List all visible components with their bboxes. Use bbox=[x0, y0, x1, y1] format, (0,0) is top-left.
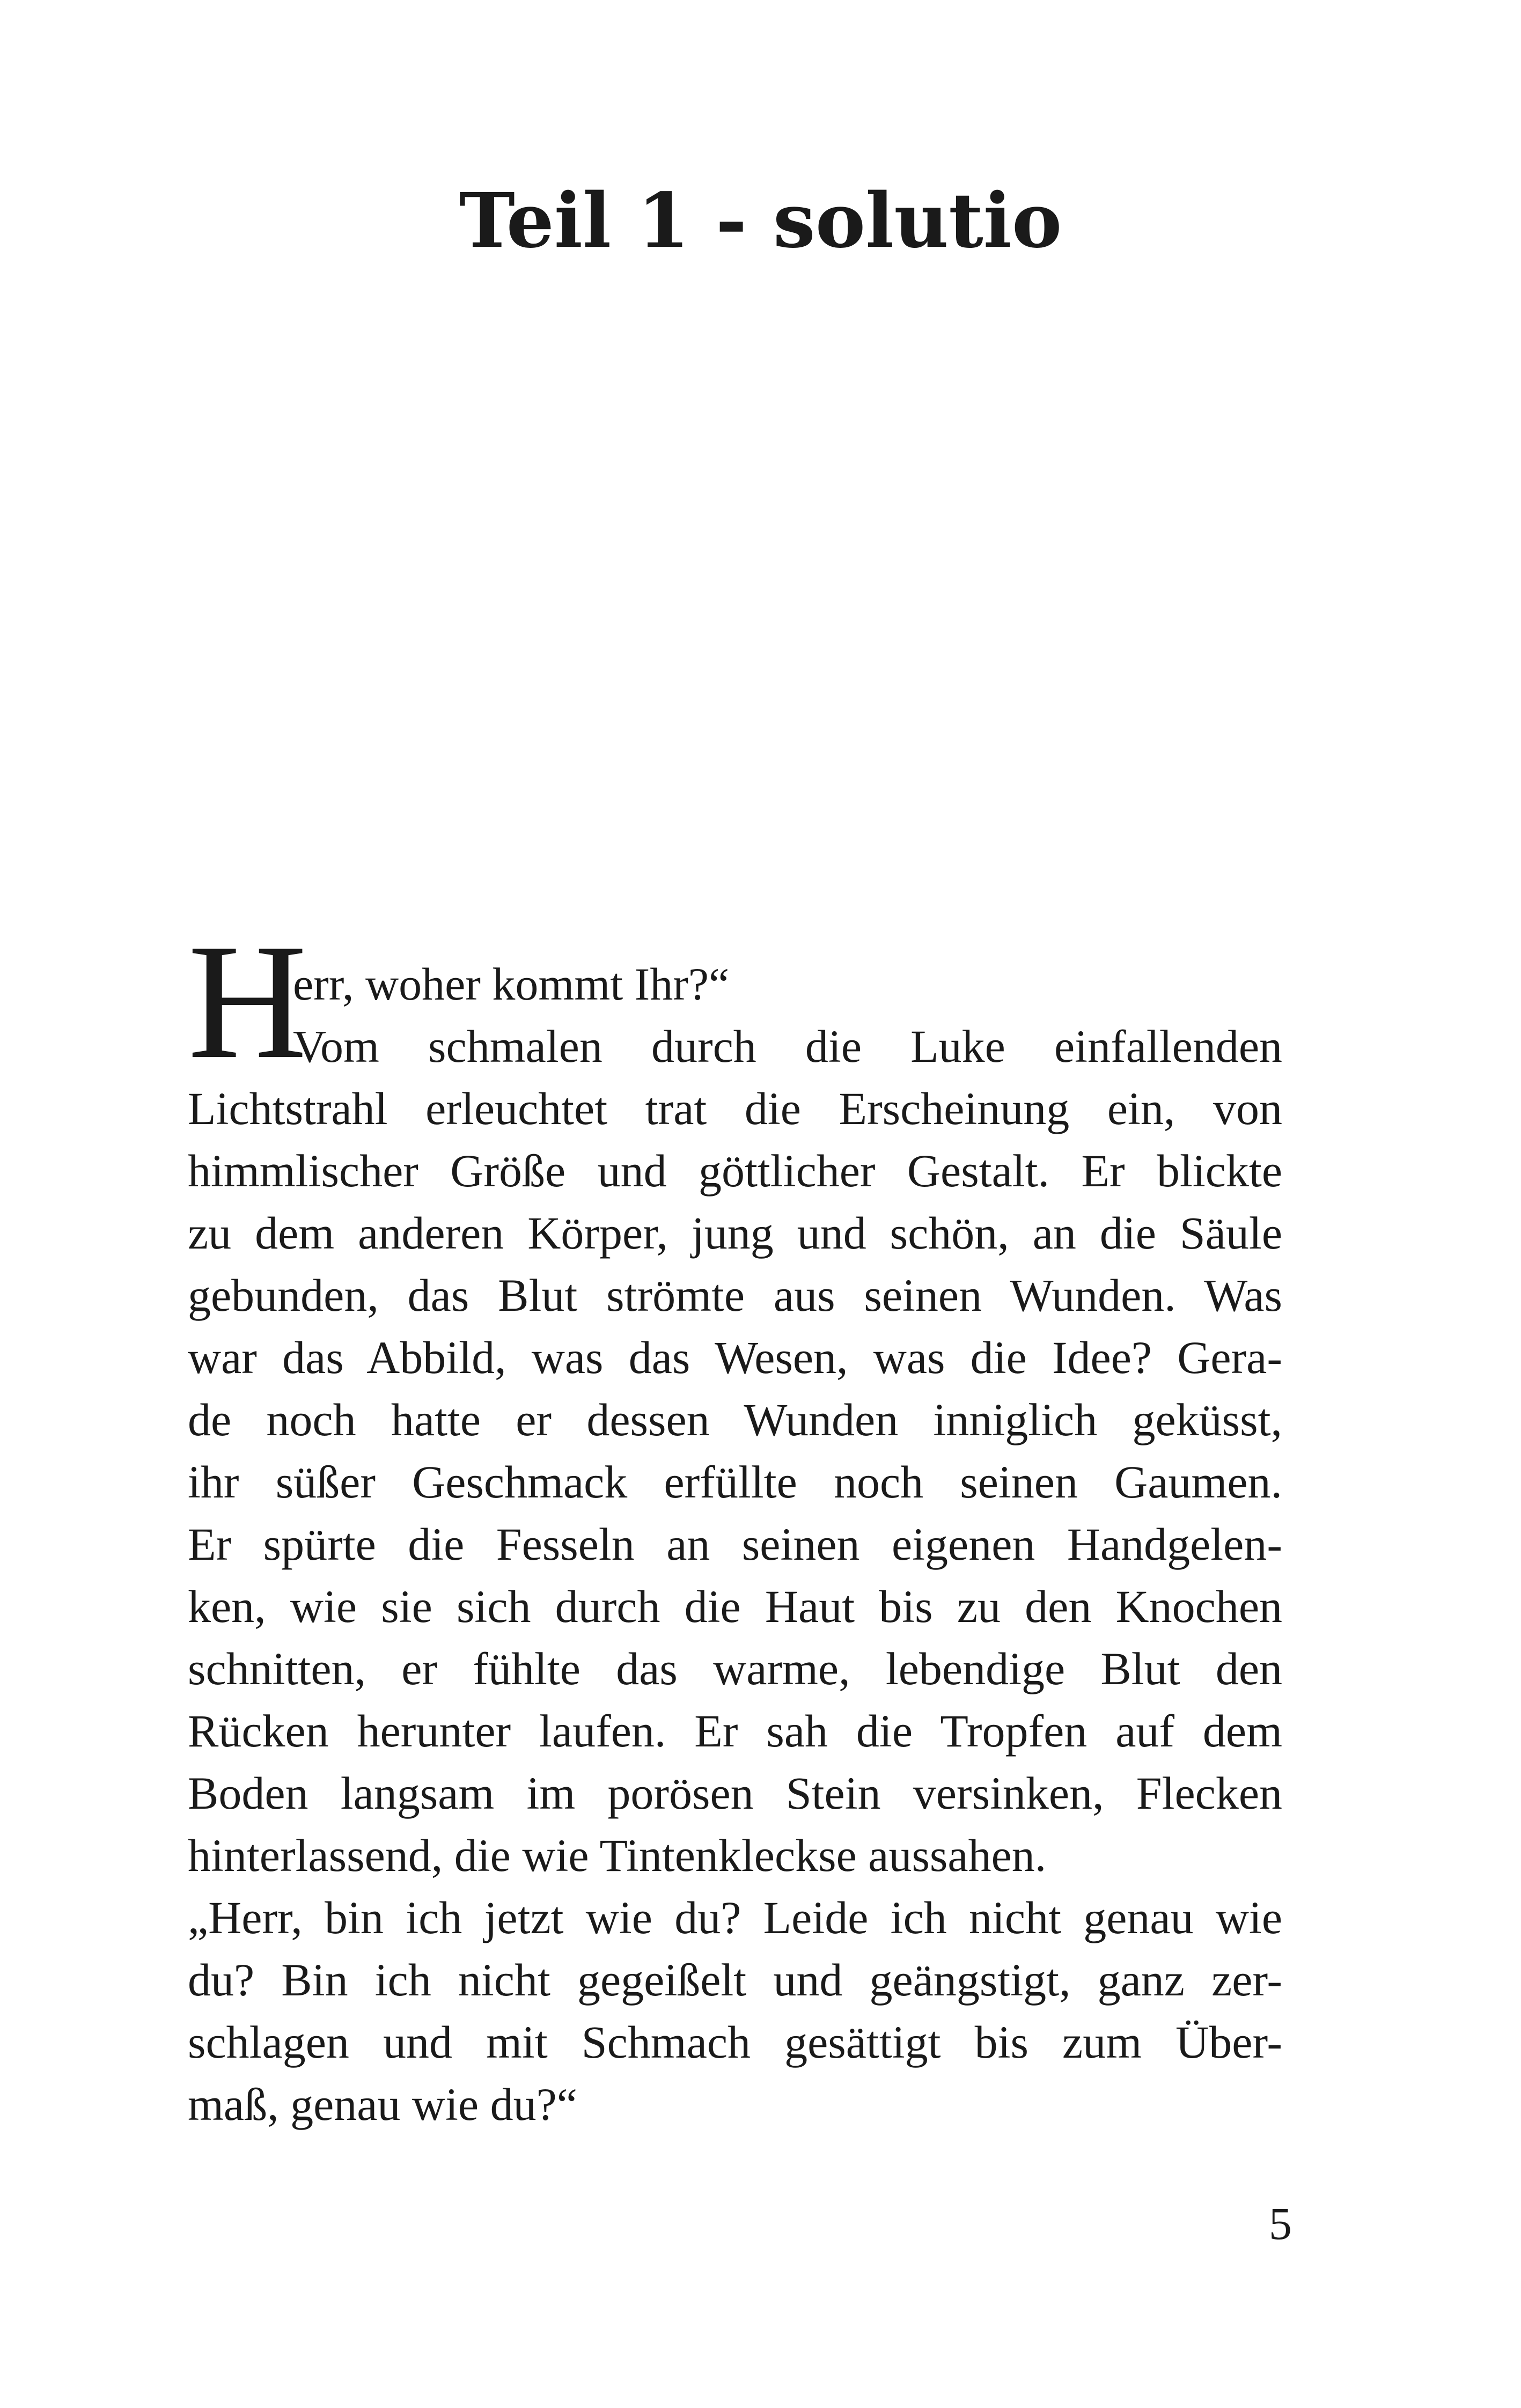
text-line: Vom schmalen durch die Luke einfallenden bbox=[293, 1021, 1282, 1072]
text-line: Rücken herunter laufen. Er sah die Tropfen auf dem bbox=[188, 1705, 1282, 1757]
page-number: 5 bbox=[1269, 2198, 1292, 2249]
body-text bbox=[188, 953, 1282, 2135]
text-line: ken, wie sie sich durch die Haut bis zu den Knochen bbox=[188, 1581, 1282, 1632]
text-line: Lichtstrahl erleuchtet trat die Erscheinung ein, von bbox=[188, 1083, 1282, 1134]
text-line: zu dem anderen Körper, jung und schön, an die Säule bbox=[188, 1207, 1282, 1259]
text-line: hinterlassend, die wie Tintenkleckse aussahen. bbox=[188, 1830, 1047, 1881]
chapter-title: Teil 1 - solutio bbox=[459, 177, 1062, 265]
text-line: gebunden, das Blut strömte aus seinen Wunden. Was bbox=[188, 1269, 1282, 1321]
text-line: du? Bin ich nicht gegeißelt und geängstigt, ganz zer- bbox=[188, 1954, 1282, 2006]
text-line: Er spürte die Fesseln an seinen eigenen Handgelen- bbox=[188, 1518, 1282, 1570]
text-line: Boden langsam im porösen Stein versinken, Flecken bbox=[188, 1767, 1282, 1819]
text-line: maß, genau wie du?“ bbox=[188, 2079, 577, 2130]
text-line: war das Abbild, was das Wesen, was die Idee? Gera- bbox=[188, 1332, 1282, 1383]
drop-cap: H bbox=[188, 910, 307, 1093]
text-line: schlagen und mit Schmach gesättigt bis zum Über- bbox=[188, 2016, 1282, 2068]
text-line: ihr süßer Geschmack erfüllte noch seinen Gaumen. bbox=[188, 1456, 1282, 1508]
text-line: „Herr, bin ich jetzt wie du? Leide ich nicht genau wie bbox=[188, 1892, 1282, 1943]
text-line: err, woher kommt Ihr?“ bbox=[293, 958, 730, 1010]
text-line: schnitten, er fühlte das warme, lebendige Blut den bbox=[188, 1643, 1282, 1694]
text-line: de noch hatte er dessen Wunden inniglich geküsst, bbox=[188, 1394, 1282, 1445]
text-line: himmlischer Größe und göttlicher Gestalt. Er blickte bbox=[188, 1145, 1282, 1196]
